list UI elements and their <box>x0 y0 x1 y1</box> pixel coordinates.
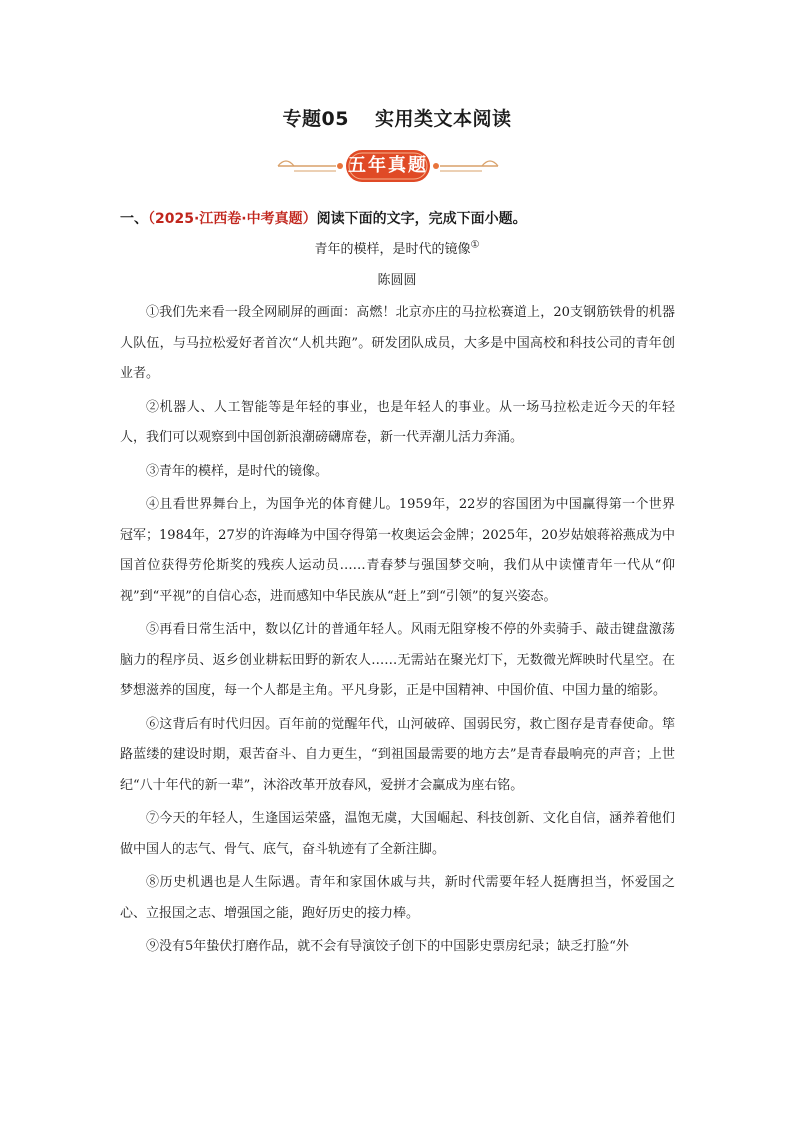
question-heading <box>120 208 527 228</box>
page-title <box>0 104 794 131</box>
paragraph-8: ⑧历史机遇也是人生际遇。青年和家国休戚与共，新时代需要年轻人挺膺担当，怀爱国之心、立报国之志、增强国之能，跑好历史的接力棒。 <box>120 875 675 921</box>
article-title <box>0 238 794 257</box>
paragraph-3: ③青年的模样，是时代的镜像。 <box>146 463 329 479</box>
article-author: 陈圆圆 <box>377 273 417 288</box>
paragraph-7: ⑦今天的年轻人，生逢国运荣盛，温饱无虞，大国崛起、科技创新、文化自信，涵养着他们做中国人的志气、骨气、底气，奋斗轨迹有了全新注脚。 <box>120 811 675 857</box>
banner-label: 五年真题 <box>348 155 428 176</box>
question-number: 一、 <box>120 211 148 227</box>
article-title-text: 青年的模样，是时代的镜像 <box>314 242 471 257</box>
question-source: （2025·江西卷·中考真题） <box>148 211 317 227</box>
paragraph-6: ⑥这背后有时代归因。百年前的觉醒年代，山河破碎、国弱民穷，救亡图存是青春使命。筚路蓝缕的建设时期，艰苦奋斗、自力更生，“到祖国最需要的地方去”是青春最响亮的声音；上世纪“八十年代的新一辈”，沐浴改革开放春风，爱拼才会赢成为座右铭。 <box>120 716 675 793</box>
topic-number: 专题05 <box>282 108 349 130</box>
paragraph-1: ①我们先来看一段全网刷屏的画面：高燃！北京亦庄的马拉松赛道上，20支钢筋铁骨的机器人队伍，与马拉松爱好者首次“人机共跑”。研发团队成员，大多是中国高校和科技公司的青年创业者。 <box>120 305 675 381</box>
article-body <box>120 298 675 966</box>
topic-title: 实用类文本阅读 <box>374 108 512 130</box>
footnote-mark: ① <box>470 239 480 251</box>
paragraph-5: ⑤再看日常生活中，数以亿计的普通年轻人。风雨无阻穿梭不停的外卖骑手、敲击键盘激荡脑力的程序员、返乡创业耕耘田野的新农人……无需站在聚光灯下，无数微光辉映时代星空。在梦想滋养的国度，每一个人都是主角。平凡身影，正是中国精神、中国价值、中国力量的缩影。 <box>120 622 675 698</box>
paragraph-2: ②机器人、人工智能等是年轻的事业，也是年轻人的事业。从一场马拉松走近今天的年轻人，我们可以观察到中国创新浪潮磅礴席卷，新一代弄潮儿活力奔涌。 <box>120 399 675 445</box>
paragraph-4: ④且看世界舞台上，为国争光的体育健儿。1959年，22岁的容国团为中国赢得第一个世界冠军；1984年，27岁的许海峰为中国夺得第一枚奥运会金牌；2025年，20岁姑娘蒋裕燕成为中国首位获得劳伦斯奖的残疾人运动员……青春梦与强国梦交响，我们从中读懂青年一代从“仰视”到“平视”的自信心态，进而感知中华民族从“赶上”到“引领”的复兴姿态。 <box>120 497 675 604</box>
question-instruction: 阅读下面的文字，完成下面小题。 <box>316 211 527 227</box>
section-banner <box>274 146 502 186</box>
paragraph-9: ⑨没有5年蛰伏打磨作品，就不会有导演饺子创下的中国影史票房纪录；缺乏打脸“外 <box>146 939 629 954</box>
